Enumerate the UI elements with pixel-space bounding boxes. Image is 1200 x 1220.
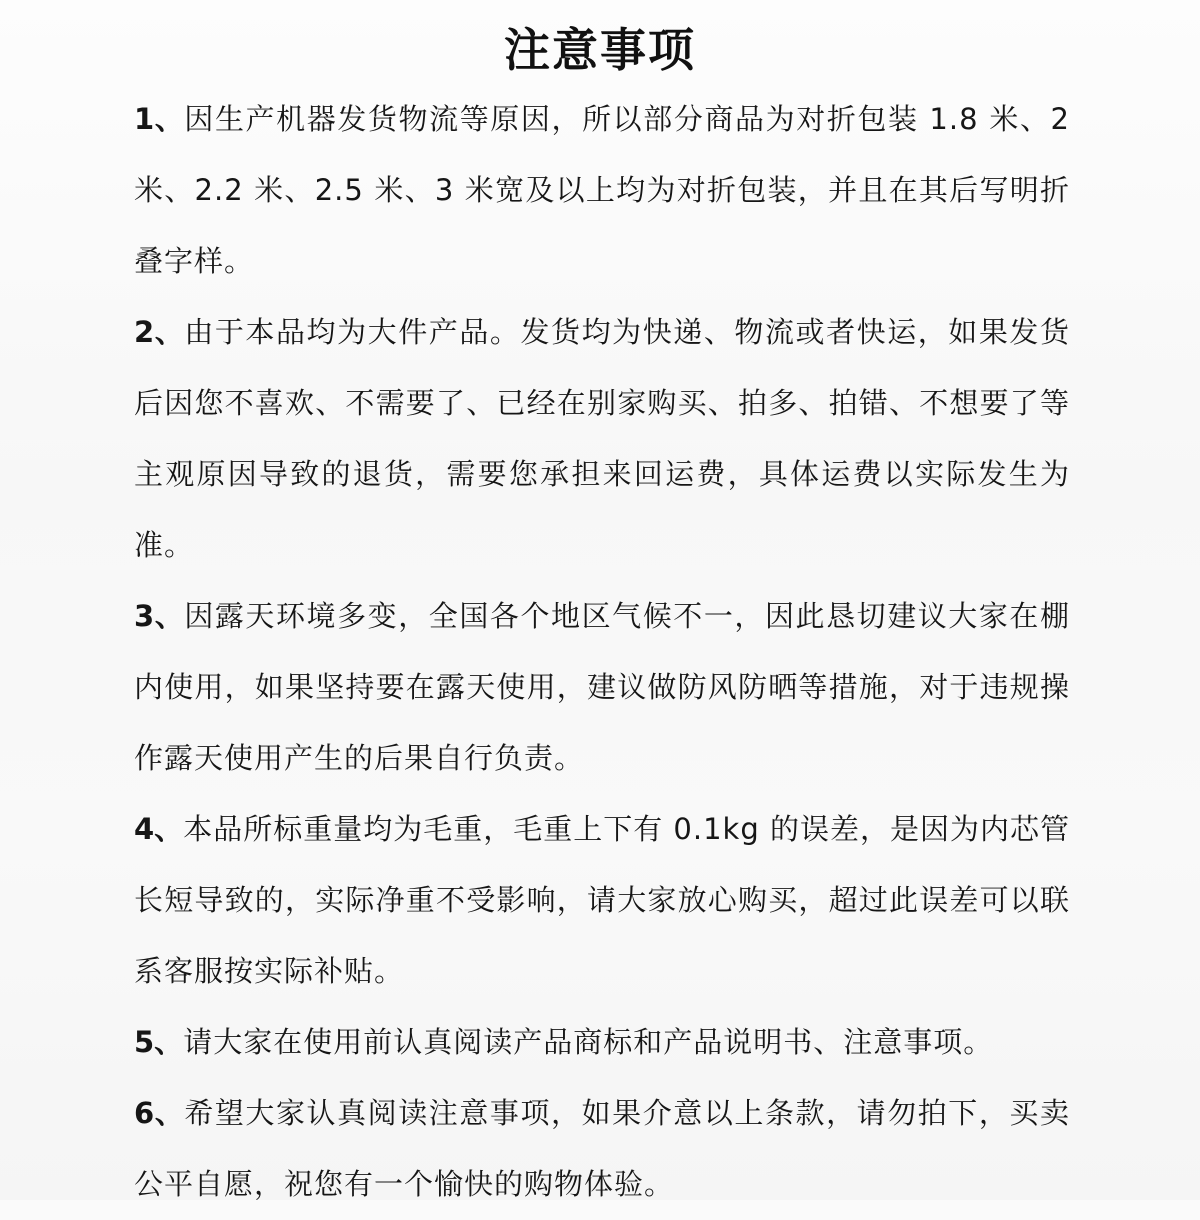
note-number: 6、 (134, 1096, 185, 1130)
note-number: 2、 (134, 315, 185, 349)
note-number: 1、 (134, 102, 185, 136)
note-text: 因生产机器发货物流等原因，所以部分商品为对折包装 1.8 米、2 米、2.2 米、2.5 米、3 米宽及以上均为对折包装，并且在其后写明折叠字样。 (134, 102, 1070, 278)
note-item-4 (134, 794, 1070, 1007)
note-item-1 (134, 84, 1070, 297)
note-number: 4、 (134, 812, 184, 846)
note-number: 5、 (134, 1025, 184, 1059)
note-text: 请大家在使用前认真阅读产品商标和产品说明书、注意事项。 (183, 1025, 994, 1059)
page-title: 注意事项 (504, 23, 696, 77)
note-item-5 (134, 1007, 1070, 1078)
note-item-3 (134, 581, 1070, 794)
note-item-6 (134, 1078, 1070, 1220)
note-text: 本品所标重量均为毛重，毛重上下有 0.1kg 的误差，是因为内芯管长短导致的，实际净重不受影响，请大家放心购买，超过此误差可以联系客服按实际补贴。 (134, 812, 1070, 988)
note-text: 由于本品均为大件产品。发货均为快递、物流或者快运，如果发货后因您不喜欢、不需要了、已经在别家购买、拍多、拍错、不想要了等主观原因导致的退货，需要您承担来回运费，具体运费以实际发生为准。 (134, 315, 1070, 562)
note-text: 希望大家认真阅读注意事项，如果介意以上条款，请勿拍下，买卖公平自愿，祝您有一个愉快的购物体验。 (134, 1096, 1070, 1201)
note-text: 因露天环境多变，全国各个地区气候不一，因此恳切建议大家在棚内使用，如果坚持要在露天使用，建议做防风防晒等措施，对于违规操作露天使用产生的后果自行负责。 (134, 599, 1070, 775)
note-number: 3、 (134, 599, 185, 633)
notes-list (134, 84, 1070, 1220)
note-item-2 (134, 297, 1070, 581)
